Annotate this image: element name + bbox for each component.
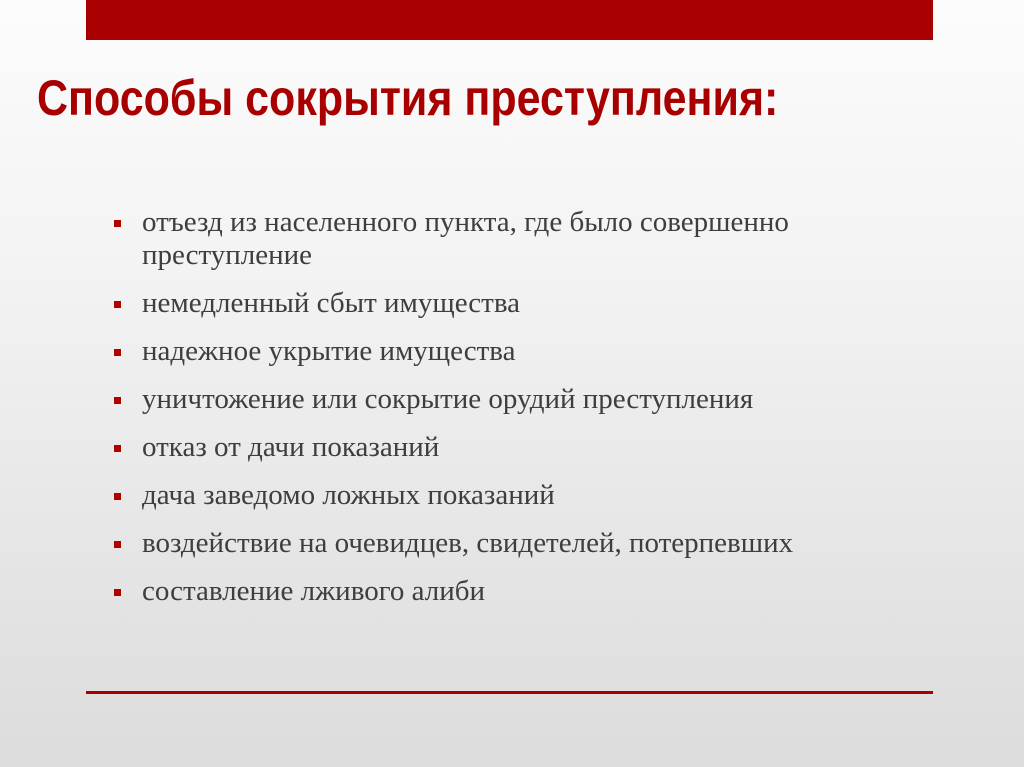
bottom-divider — [86, 691, 933, 694]
slide-title: Способы сокрытия преступления: — [37, 70, 779, 126]
bullet-item: немедленный сбыт имущества — [112, 287, 932, 320]
top-accent-bar — [86, 0, 933, 40]
bullet-item: дача заведомо ложных показаний — [112, 479, 932, 512]
bullet-item: составление лживого алиби — [112, 575, 932, 608]
bullet-item: воздействие на очевидцев, свидетелей, потерпевших — [112, 527, 932, 560]
bullet-item: надежное укрытие имущества — [112, 335, 932, 368]
bullet-item: отъезд из населенного пункта, где было совершенно преступление — [112, 206, 932, 272]
bullet-item: отказ от дачи показаний — [112, 431, 932, 464]
bullet-item: уничтожение или сокрытие орудий преступления — [112, 383, 932, 416]
bullet-list — [112, 206, 932, 623]
